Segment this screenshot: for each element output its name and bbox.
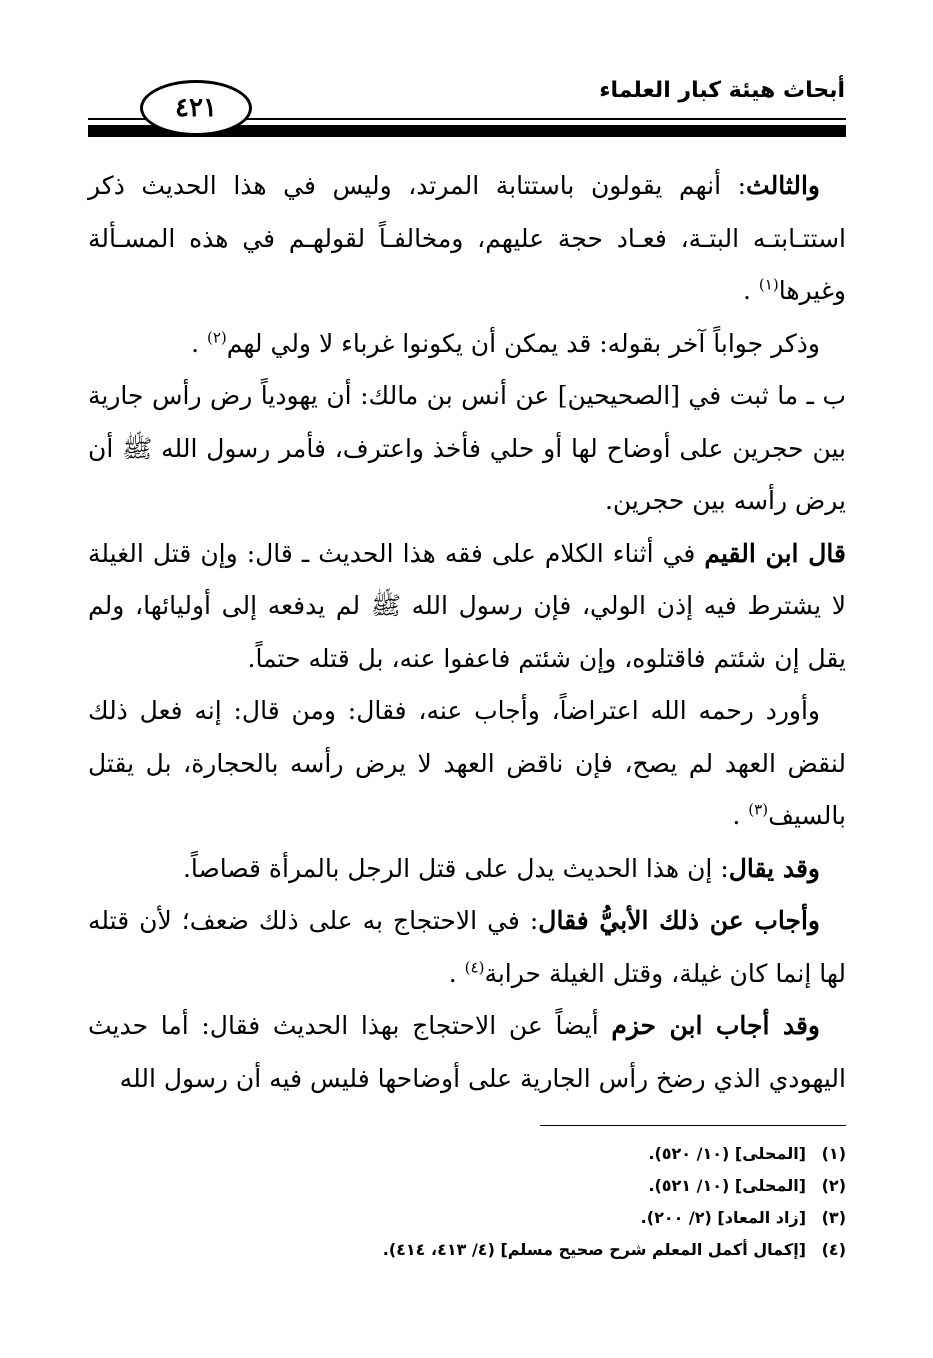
paragraph-text: وأورد رحمه الله اعتراضاً، وأجاب عنه، فقال: ومن قال: إنه فعل ذلك لنقض العهد لم يصح، فإن ناقض العهد لا يرض رأسه بالحجارة، بل يقتل بالسيف (88, 696, 846, 830)
footnote-ref-4: (٤) (464, 958, 485, 977)
paragraph-text: : أنهم يقولون باستتابة المرتد، وليس في هذا الحديث ذكر استتـابتـه البتـة، فعـاد حجة عليهم، ومخالفـاً لقولهـم في هذه المسـألة وغيرها (88, 171, 846, 305)
paragraph-8 (88, 1000, 846, 1105)
footnote-1 (88, 1138, 846, 1170)
paragraph-text: وذكر جواباً آخر بقوله: قد يمكن أن يكونوا غرباء لا ولي لهم (226, 328, 820, 358)
paragraph-1 (88, 160, 846, 318)
footnote-text: [زاد المعاد] (٢/ ٢٠٠). (640, 1208, 806, 1227)
body-text (88, 160, 846, 1105)
footnote-2 (88, 1170, 846, 1202)
footnote-number: (١) (821, 1144, 846, 1163)
paragraph-lead: والثالث (746, 171, 820, 200)
paragraph-text: : إن هذا الحديث يدل على قتل الرجل بالمرأة قصاصاً. (182, 853, 729, 883)
paragraph-lead: وقد يقال (728, 853, 820, 883)
paragraph-text: ب ـ ما ثبت في [الصحيحين] عن أنس بن مالك: أن يهودياً رض رأس جارية بين حجرين على أوضاح لها أو حلي فأخذ واعترف، فأمر رسول الله ﷺ أن يرض رأسه بين حجرين. (88, 381, 846, 515)
footnote-4 (88, 1234, 846, 1266)
footnote-number: (٣) (821, 1208, 846, 1227)
paragraph-2 (88, 318, 846, 371)
paragraph-lead: قال ابن القيم (704, 538, 846, 568)
paragraph-4 (88, 528, 846, 686)
paragraph-3 (88, 370, 846, 528)
paragraph-6 (88, 843, 846, 896)
footnote-ref-2: (٢) (206, 328, 227, 347)
footnotes (88, 1138, 846, 1266)
footnote-3 (88, 1202, 846, 1234)
paragraph-end: . (732, 801, 741, 830)
paragraph-5 (88, 685, 846, 843)
footnote-ref-1: (١) (758, 275, 779, 294)
footnote-number: (٢) (821, 1176, 846, 1195)
footnote-number: (٤) (821, 1240, 846, 1259)
paragraph-end: . (743, 276, 751, 305)
paragraph-lead: وأجاب عن ذلك الأبيُّ فقال (538, 906, 821, 935)
footnote-ref-3: (٣) (748, 800, 769, 819)
paragraph-text: : في الاحتجاج به على ذلك ضعف؛ لأن قتله لها إنما كان غيلة، وقتل الغيلة حرابة (88, 906, 846, 988)
paragraph-7 (88, 895, 846, 1000)
paragraph-text: في أثناء الكلام على فقه هذا الحديث ـ قال: وإن قتل الغيلة لا يشترط فيه إذن الولي، فإن رسول الله ﷺ لم يدفعه إلى أوليائها، ولم يقل إن شئتم فاقتلوه، وإن شئتم فاعفوا عنه، بل قتله حتماً. (88, 538, 846, 673)
page-number: ٤٢١ (140, 80, 252, 136)
footnote-text: [المحلى] (١٠/ ٥٢٠). (648, 1144, 806, 1163)
paragraph-end: . (191, 328, 200, 358)
paragraph-lead: وقد أجاب ابن حزم (611, 1011, 820, 1040)
footnote-text: [إكمال أكمل المعلم شرح صحيح مسلم] (٤/ ٤١٣، ٤١٤). (382, 1240, 806, 1259)
footnote-text: [المحلى] (١٠/ ٥٢١). (648, 1176, 806, 1195)
paragraph-text: أيضاً عن الاحتجاج بهذا الحديث فقال: أما حديث اليهودي الذي رضخ رأس الجارية على أوضاحها فليس فيه أن رسول الله (88, 1011, 846, 1093)
running-title: أبحاث هيئة كبار العلماء (599, 78, 845, 103)
footnote-separator (540, 1125, 846, 1126)
paragraph-end: . (448, 958, 457, 988)
